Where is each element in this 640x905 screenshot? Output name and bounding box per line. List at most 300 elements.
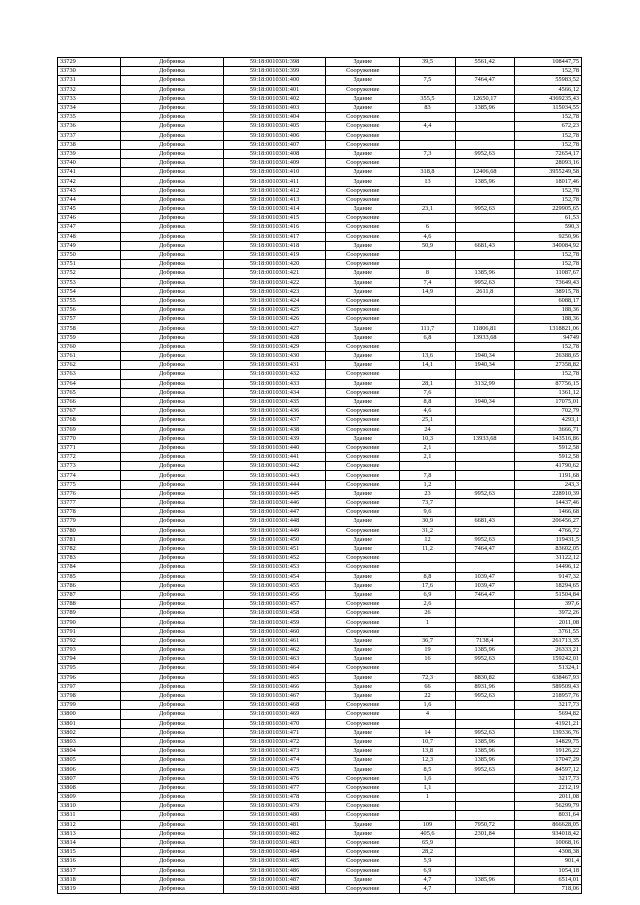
row-number-cell: 33781 xyxy=(58,535,121,544)
area-cell: 1,6 xyxy=(400,774,456,783)
cadastral-number-cell: 59:18:0010301:403 xyxy=(223,103,326,112)
unit-price-cell xyxy=(455,618,514,627)
table-row xyxy=(58,848,582,857)
table-row xyxy=(58,691,582,700)
cadastral-number-cell: 59:18:0010301:448 xyxy=(223,517,326,526)
cadastral-number-cell: 59:18:0010301:417 xyxy=(223,232,326,241)
unit-price-cell: 7464,47 xyxy=(455,590,514,599)
object-type-cell: Здание xyxy=(326,76,400,85)
unit-price-cell xyxy=(455,315,514,324)
area-cell xyxy=(400,85,456,94)
table-row xyxy=(58,655,582,664)
total-value-cell: 229905,65 xyxy=(514,205,581,214)
locality-cell: Добрянка xyxy=(121,618,224,627)
table-row xyxy=(58,636,582,645)
area-cell: 7,5 xyxy=(400,76,456,85)
unit-price-cell: 9952,63 xyxy=(455,278,514,287)
table-row xyxy=(58,664,582,673)
total-value-cell: 3217,73 xyxy=(514,701,581,710)
total-value-cell: 8031,64 xyxy=(514,811,581,820)
unit-price-cell xyxy=(455,462,514,471)
object-type-cell: Здание xyxy=(326,361,400,370)
row-number-cell: 33765 xyxy=(58,388,121,397)
object-type-cell: Сооружение xyxy=(326,85,400,94)
row-number-cell: 33793 xyxy=(58,646,121,655)
area-cell: 2,1 xyxy=(400,443,456,452)
cadastral-number-cell: 59:18:0010301:404 xyxy=(223,113,326,122)
cadastral-number-cell: 59:18:0010301:435 xyxy=(223,397,326,406)
cadastral-number-cell: 59:18:0010301:416 xyxy=(223,223,326,232)
locality-cell: Добрянка xyxy=(121,67,224,76)
area-cell: 109 xyxy=(400,820,456,829)
locality-cell: Добрянка xyxy=(121,508,224,517)
table-row xyxy=(58,361,582,370)
total-value-cell: 2011,08 xyxy=(514,793,581,802)
area-cell: 28,2 xyxy=(400,848,456,857)
unit-price-cell xyxy=(455,232,514,241)
area-cell xyxy=(400,554,456,563)
unit-price-cell xyxy=(455,443,514,452)
object-type-cell: Сооружение xyxy=(326,443,400,452)
row-number-cell: 33752 xyxy=(58,269,121,278)
object-type-cell: Сооружение xyxy=(326,67,400,76)
object-type-cell: Сооружение xyxy=(326,526,400,535)
locality-cell: Добрянка xyxy=(121,159,224,168)
row-number-cell: 33803 xyxy=(58,737,121,746)
locality-cell: Добрянка xyxy=(121,499,224,508)
cadastral-number-cell: 59:18:0010301:482 xyxy=(223,829,326,838)
area-cell: 1,6 xyxy=(400,701,456,710)
row-number-cell: 33755 xyxy=(58,296,121,305)
unit-price-cell: 1385,96 xyxy=(455,747,514,756)
unit-price-cell xyxy=(455,85,514,94)
table-row xyxy=(58,627,582,636)
row-number-cell: 33770 xyxy=(58,434,121,443)
table-row xyxy=(58,737,582,746)
total-value-cell: 152,78 xyxy=(514,195,581,204)
object-type-cell: Здание xyxy=(326,379,400,388)
area-cell: 36,7 xyxy=(400,636,456,645)
locality-cell: Добрянка xyxy=(121,590,224,599)
unit-price-cell xyxy=(455,416,514,425)
cadastral-number-cell: 59:18:0010301:466 xyxy=(223,682,326,691)
locality-cell: Добрянка xyxy=(121,352,224,361)
table-row xyxy=(58,296,582,305)
locality-cell: Добрянка xyxy=(121,140,224,149)
locality-cell: Добрянка xyxy=(121,407,224,416)
table-row xyxy=(58,195,582,204)
row-number-cell: 33812 xyxy=(58,820,121,829)
locality-cell: Добрянка xyxy=(121,416,224,425)
row-number-cell: 33785 xyxy=(58,572,121,581)
total-value-cell: 17047,29 xyxy=(514,756,581,765)
object-type-cell: Здание xyxy=(326,205,400,214)
cadastral-number-cell: 59:18:0010301:468 xyxy=(223,701,326,710)
locality-cell: Добрянка xyxy=(121,526,224,535)
cadastral-number-cell: 59:18:0010301:424 xyxy=(223,296,326,305)
locality-cell: Добрянка xyxy=(121,388,224,397)
locality-cell: Добрянка xyxy=(121,682,224,691)
cadastral-number-cell: 59:18:0010301:442 xyxy=(223,462,326,471)
locality-cell: Добрянка xyxy=(121,333,224,342)
row-number-cell: 33778 xyxy=(58,508,121,517)
area-cell xyxy=(400,563,456,572)
total-value-cell: 6088,17 xyxy=(514,296,581,305)
locality-cell: Добрянка xyxy=(121,205,224,214)
unit-price-cell: 7138,4 xyxy=(455,636,514,645)
row-number-cell: 33736 xyxy=(58,122,121,131)
unit-price-cell: 6681,43 xyxy=(455,517,514,526)
object-type-cell: Здание xyxy=(326,765,400,774)
unit-price-cell xyxy=(455,407,514,416)
table-row xyxy=(58,673,582,682)
locality-cell: Добрянка xyxy=(121,857,224,866)
object-type-cell: Здание xyxy=(326,397,400,406)
total-value-cell: 3972,26 xyxy=(514,609,581,618)
table-row xyxy=(58,149,582,158)
table-row xyxy=(58,682,582,691)
area-cell: 65,9 xyxy=(400,838,456,847)
area-cell: 111,7 xyxy=(400,324,456,333)
unit-price-cell xyxy=(455,857,514,866)
row-number-cell: 33777 xyxy=(58,499,121,508)
cadastral-number-cell: 59:18:0010301:411 xyxy=(223,177,326,186)
locality-cell: Добрянка xyxy=(121,443,224,452)
total-value-cell: 73649,43 xyxy=(514,278,581,287)
unit-price-cell xyxy=(455,499,514,508)
locality-cell: Добрянка xyxy=(121,186,224,195)
cadastral-number-cell: 59:18:0010301:455 xyxy=(223,581,326,590)
total-value-cell: 152,78 xyxy=(514,140,581,149)
unit-price-cell xyxy=(455,425,514,434)
object-type-cell: Здание xyxy=(326,489,400,498)
area-cell: 405,6 xyxy=(400,829,456,838)
area-cell xyxy=(400,627,456,636)
cadastral-number-cell: 59:18:0010301:406 xyxy=(223,131,326,140)
row-number-cell: 33788 xyxy=(58,600,121,609)
unit-price-cell: 1385,96 xyxy=(455,756,514,765)
table-row xyxy=(58,508,582,517)
unit-price-cell xyxy=(455,388,514,397)
row-number-cell: 33811 xyxy=(58,811,121,820)
row-number-cell: 33746 xyxy=(58,214,121,223)
object-type-cell: Сооружение xyxy=(326,388,400,397)
unit-price-cell xyxy=(455,664,514,673)
locality-cell: Добрянка xyxy=(121,232,224,241)
area-cell: 7,6 xyxy=(400,388,456,397)
cadastral-number-cell: 59:18:0010301:452 xyxy=(223,554,326,563)
table-row xyxy=(58,103,582,112)
area-cell: 7,8 xyxy=(400,471,456,480)
object-type-cell: Сооружение xyxy=(326,471,400,480)
row-number-cell: 33810 xyxy=(58,802,121,811)
object-type-cell: Здание xyxy=(326,581,400,590)
table-row xyxy=(58,388,582,397)
total-value-cell: 4566,12 xyxy=(514,85,581,94)
cadastral-number-cell: 59:18:0010301:415 xyxy=(223,214,326,223)
object-type-cell: Здание xyxy=(326,103,400,112)
locality-cell: Добрянка xyxy=(121,802,224,811)
row-number-cell: 33749 xyxy=(58,241,121,250)
locality-cell: Добрянка xyxy=(121,563,224,572)
total-value-cell: 143516,86 xyxy=(514,434,581,443)
table-row xyxy=(58,453,582,462)
unit-price-cell xyxy=(455,260,514,269)
cadastral-number-cell: 59:18:0010301:472 xyxy=(223,737,326,746)
table-row xyxy=(58,306,582,315)
object-type-cell: Здание xyxy=(326,287,400,296)
unit-price-cell xyxy=(455,223,514,232)
row-number-cell: 33815 xyxy=(58,848,121,857)
table-row xyxy=(58,278,582,287)
object-type-cell: Сооружение xyxy=(326,140,400,149)
row-number-cell: 33800 xyxy=(58,710,121,719)
unit-price-cell xyxy=(455,480,514,489)
locality-cell: Добрянка xyxy=(121,397,224,406)
table-row xyxy=(58,250,582,259)
table-row xyxy=(58,67,582,76)
total-value-cell: 139336,76 xyxy=(514,728,581,737)
row-number-cell: 33767 xyxy=(58,407,121,416)
unit-price-cell xyxy=(455,508,514,517)
cadastral-number-cell: 59:18:0010301:431 xyxy=(223,361,326,370)
table-row xyxy=(58,159,582,168)
locality-cell: Добрянка xyxy=(121,737,224,746)
row-number-cell: 33797 xyxy=(58,682,121,691)
registry-table xyxy=(57,57,582,894)
table-row xyxy=(58,434,582,443)
table-row xyxy=(58,535,582,544)
locality-cell: Добрянка xyxy=(121,379,224,388)
unit-price-cell: 1039,47 xyxy=(455,581,514,590)
object-type-cell: Здание xyxy=(326,269,400,278)
cadastral-number-cell: 59:18:0010301:443 xyxy=(223,471,326,480)
unit-price-cell xyxy=(455,140,514,149)
total-value-cell: 4369235,43 xyxy=(514,94,581,103)
row-number-cell: 33744 xyxy=(58,195,121,204)
unit-price-cell: 1039,47 xyxy=(455,572,514,581)
row-number-cell: 33738 xyxy=(58,140,121,149)
locality-cell: Добрянка xyxy=(121,425,224,434)
row-number-cell: 33735 xyxy=(58,113,121,122)
unit-price-cell: 13933,68 xyxy=(455,434,514,443)
cadastral-number-cell: 59:18:0010301:469 xyxy=(223,710,326,719)
cadastral-number-cell: 59:18:0010301:462 xyxy=(223,646,326,655)
area-cell: 83 xyxy=(400,103,456,112)
cadastral-number-cell: 59:18:0010301:399 xyxy=(223,67,326,76)
unit-price-cell xyxy=(455,627,514,636)
object-type-cell: Сооружение xyxy=(326,793,400,802)
row-number-cell: 33763 xyxy=(58,370,121,379)
total-value-cell: 87756,15 xyxy=(514,379,581,388)
table-row xyxy=(58,499,582,508)
row-number-cell: 33782 xyxy=(58,544,121,553)
object-type-cell: Сооружение xyxy=(326,462,400,471)
unit-price-cell xyxy=(455,214,514,223)
total-value-cell: 188,36 xyxy=(514,306,581,315)
cadastral-number-cell: 59:18:0010301:439 xyxy=(223,434,326,443)
object-type-cell: Сооружение xyxy=(326,866,400,875)
total-value-cell: 152,78 xyxy=(514,67,581,76)
total-value-cell: 188,36 xyxy=(514,315,581,324)
area-cell: 14 xyxy=(400,728,456,737)
table-row xyxy=(58,407,582,416)
total-value-cell: 10068,16 xyxy=(514,838,581,847)
row-number-cell: 33791 xyxy=(58,627,121,636)
total-value-cell: 152,78 xyxy=(514,370,581,379)
cadastral-number-cell: 59:18:0010301:467 xyxy=(223,691,326,700)
row-number-cell: 33780 xyxy=(58,526,121,535)
locality-cell: Добрянка xyxy=(121,214,224,223)
table-row xyxy=(58,526,582,535)
row-number-cell: 33762 xyxy=(58,361,121,370)
row-number-cell: 33773 xyxy=(58,462,121,471)
total-value-cell: 28093,16 xyxy=(514,159,581,168)
total-value-cell: 638467,93 xyxy=(514,673,581,682)
cadastral-number-cell: 59:18:0010301:398 xyxy=(223,58,326,67)
area-cell: 23,1 xyxy=(400,205,456,214)
table-row xyxy=(58,489,582,498)
object-type-cell: Сооружение xyxy=(326,250,400,259)
total-value-cell: 152,78 xyxy=(514,250,581,259)
unit-price-cell: 5561,42 xyxy=(455,58,514,67)
row-number-cell: 33795 xyxy=(58,664,121,673)
object-type-cell: Сооружение xyxy=(326,370,400,379)
unit-price-cell: 1940,34 xyxy=(455,352,514,361)
row-number-cell: 33787 xyxy=(58,590,121,599)
area-cell: 16 xyxy=(400,655,456,664)
area-cell xyxy=(400,296,456,305)
unit-price-cell: 7464,47 xyxy=(455,76,514,85)
area-cell xyxy=(400,260,456,269)
table-row xyxy=(58,58,582,67)
row-number-cell: 33764 xyxy=(58,379,121,388)
cadastral-number-cell: 59:18:0010301:400 xyxy=(223,76,326,85)
unit-price-cell xyxy=(455,802,514,811)
table-row xyxy=(58,131,582,140)
unit-price-cell xyxy=(455,811,514,820)
object-type-cell: Сооружение xyxy=(326,774,400,783)
row-number-cell: 33732 xyxy=(58,85,121,94)
locality-cell: Добрянка xyxy=(121,195,224,204)
total-value-cell: 38915,78 xyxy=(514,287,581,296)
table-row xyxy=(58,462,582,471)
locality-cell: Добрянка xyxy=(121,600,224,609)
cadastral-number-cell: 59:18:0010301:459 xyxy=(223,618,326,627)
table-row xyxy=(58,728,582,737)
cadastral-number-cell: 59:18:0010301:444 xyxy=(223,480,326,489)
object-type-cell: Сооружение xyxy=(326,848,400,857)
row-number-cell: 33771 xyxy=(58,443,121,452)
locality-cell: Добрянка xyxy=(121,554,224,563)
locality-cell: Добрянка xyxy=(121,609,224,618)
locality-cell: Добрянка xyxy=(121,471,224,480)
total-value-cell: 14496,12 xyxy=(514,563,581,572)
cadastral-number-cell: 59:18:0010301:479 xyxy=(223,802,326,811)
table-row xyxy=(58,232,582,241)
row-number-cell: 33799 xyxy=(58,701,121,710)
total-value-cell: 14829,75 xyxy=(514,737,581,746)
locality-cell: Добрянка xyxy=(121,250,224,259)
unit-price-cell xyxy=(455,186,514,195)
table-row xyxy=(58,563,582,572)
locality-cell: Добрянка xyxy=(121,370,224,379)
area-cell: 13,8 xyxy=(400,747,456,756)
table-row xyxy=(58,783,582,792)
cadastral-number-cell: 59:18:0010301:464 xyxy=(223,664,326,673)
object-type-cell: Сооружение xyxy=(326,618,400,627)
total-value-cell: 26388,65 xyxy=(514,352,581,361)
row-number-cell: 33757 xyxy=(58,315,121,324)
table-row xyxy=(58,168,582,177)
locality-cell: Добрянка xyxy=(121,774,224,783)
unit-price-cell xyxy=(455,526,514,535)
table-row xyxy=(58,186,582,195)
unit-price-cell: 2611,8 xyxy=(455,287,514,296)
total-value-cell: 18017,46 xyxy=(514,177,581,186)
row-number-cell: 33739 xyxy=(58,149,121,158)
total-value-cell: 51504,84 xyxy=(514,590,581,599)
table-row xyxy=(58,857,582,866)
row-number-cell: 33809 xyxy=(58,793,121,802)
object-type-cell: Сооружение xyxy=(326,342,400,351)
area-cell xyxy=(400,195,456,204)
area-cell: 318,8 xyxy=(400,168,456,177)
total-value-cell: 2011,08 xyxy=(514,618,581,627)
object-type-cell: Здание xyxy=(326,352,400,361)
object-type-cell: Сооружение xyxy=(326,600,400,609)
total-value-cell: 26333,21 xyxy=(514,646,581,655)
area-cell xyxy=(400,67,456,76)
locality-cell: Добрянка xyxy=(121,58,224,67)
total-value-cell: 3217,73 xyxy=(514,774,581,783)
cadastral-number-cell: 59:18:0010301:475 xyxy=(223,765,326,774)
total-value-cell: 397,6 xyxy=(514,600,581,609)
area-cell: 31,2 xyxy=(400,526,456,535)
locality-cell: Добрянка xyxy=(121,581,224,590)
cadastral-number-cell: 59:18:0010301:473 xyxy=(223,747,326,756)
area-cell: 30,9 xyxy=(400,517,456,526)
cadastral-number-cell: 59:18:0010301:471 xyxy=(223,728,326,737)
total-value-cell: 152,78 xyxy=(514,131,581,140)
object-type-cell: Здание xyxy=(326,168,400,177)
unit-price-cell: 8931,96 xyxy=(455,682,514,691)
locality-cell: Добрянка xyxy=(121,480,224,489)
locality-cell: Добрянка xyxy=(121,462,224,471)
unit-price-cell xyxy=(455,848,514,857)
total-value-cell: 218957,76 xyxy=(514,691,581,700)
total-value-cell: 2212,19 xyxy=(514,783,581,792)
row-number-cell: 33774 xyxy=(58,471,121,480)
locality-cell: Добрянка xyxy=(121,664,224,673)
table-row xyxy=(58,269,582,278)
cadastral-number-cell: 59:18:0010301:451 xyxy=(223,544,326,553)
locality-cell: Добрянка xyxy=(121,710,224,719)
total-value-cell: 901,4 xyxy=(514,857,581,866)
area-cell: 5,9 xyxy=(400,857,456,866)
area-cell xyxy=(400,664,456,673)
area-cell: 4 xyxy=(400,710,456,719)
area-cell xyxy=(400,306,456,315)
object-type-cell: Сооружение xyxy=(326,296,400,305)
table-row xyxy=(58,122,582,131)
area-cell: 4,6 xyxy=(400,232,456,241)
object-type-cell: Сооружение xyxy=(326,884,400,893)
area-cell xyxy=(400,159,456,168)
row-number-cell: 33741 xyxy=(58,168,121,177)
cadastral-number-cell: 59:18:0010301:432 xyxy=(223,370,326,379)
table-row xyxy=(58,214,582,223)
